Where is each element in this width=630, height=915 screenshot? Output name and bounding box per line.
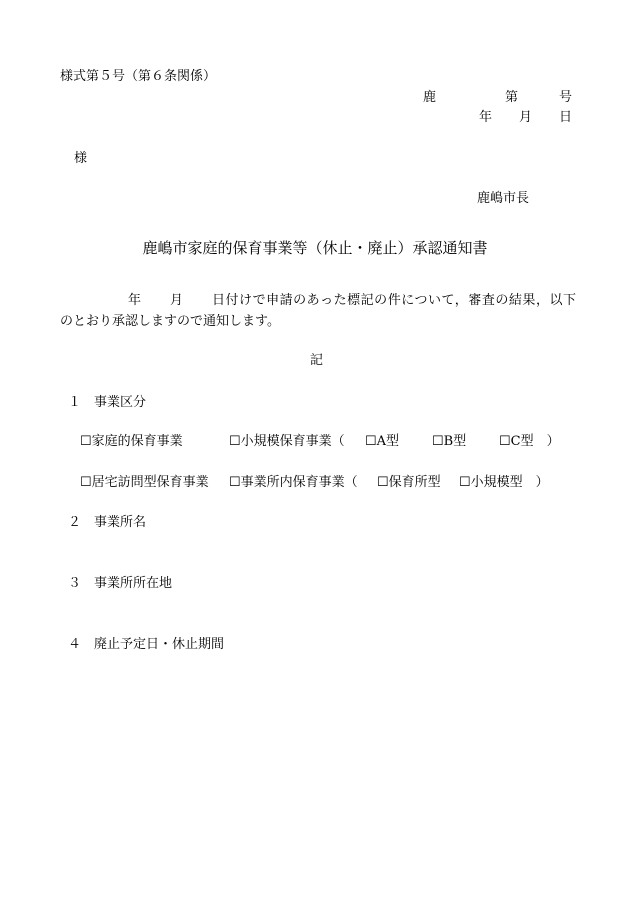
checkbox-small-scale-type[interactable]: ☐小規模型 ） (459, 475, 549, 490)
doc-number-prefix: 鹿 (423, 90, 437, 105)
recipient-suffix: 様 (74, 151, 88, 166)
page-title: 鹿嶋市家庭的保育事業等（休止・廃止）承認通知書 (142, 239, 488, 257)
issuer: 鹿嶋市長 (477, 191, 530, 206)
checkbox-home-childcare[interactable]: ☐家庭的保育事業 (80, 434, 183, 449)
body-month: 月 (170, 293, 184, 308)
body-line2: のとおり承認しますので通知します。 (60, 314, 280, 329)
date-day: 日 (559, 110, 573, 125)
form-number: 様式第５号（第６条関係） (60, 69, 217, 84)
checkbox-nursery-type[interactable]: ☐保育所型 (377, 475, 441, 490)
checkbox-type-b[interactable]: ☐B型 (432, 434, 467, 449)
date-year: 年 (479, 110, 493, 125)
section-number-4: ４ (68, 637, 82, 652)
section-label-3: 事業所所在地 (94, 576, 173, 591)
section-label-1: 事業区分 (94, 395, 147, 410)
ki-label: 記 (310, 353, 324, 368)
section-number-2: ２ (68, 515, 82, 530)
section-number-3: ３ (68, 576, 82, 591)
checkbox-type-c[interactable]: ☐C型 ） (499, 434, 560, 449)
body-line1: 日付けで申請のあった標記の件について，審査の結果，以下 (212, 293, 576, 308)
checkbox-small-scale-childcare[interactable]: ☐小規模保育事業（ (229, 434, 345, 449)
checkbox-type-a[interactable]: ☐A型 (365, 434, 400, 449)
section-label-2: 事業所名 (94, 515, 147, 530)
checkbox-workplace-childcare[interactable]: ☐事業所内保育事業（ (229, 475, 358, 490)
date-month: 月 (519, 110, 533, 125)
body-year: 年 (128, 293, 142, 308)
section-label-4: 廃止予定日・休止期間 (94, 637, 225, 652)
checkbox-home-visit-childcare[interactable]: ☐居宅訪問型保育事業 (80, 475, 209, 490)
doc-number-go: 号 (559, 90, 573, 105)
section-number-1: １ (68, 395, 82, 410)
doc-number-dai: 第 (505, 90, 519, 105)
